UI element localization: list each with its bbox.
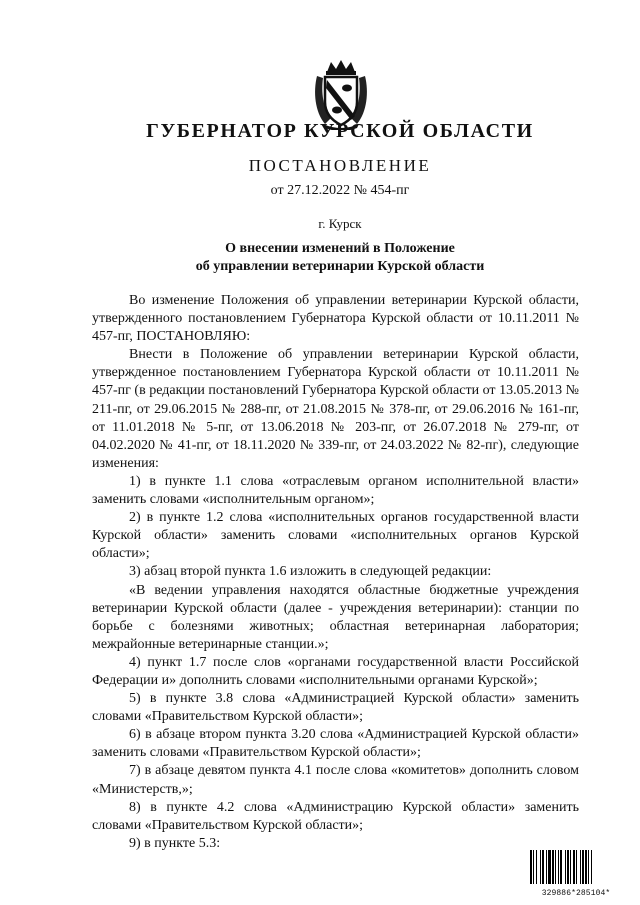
barcode-bar xyxy=(552,850,554,884)
subject-line: об управлении ветеринарии Курской области xyxy=(195,259,485,274)
subject-line: О внесении изменений в Положение xyxy=(225,241,455,256)
barcode-bars xyxy=(530,850,622,884)
body-paragraph: 4) пункт 1.7 после слов «органами государственной власти Российской Федерации и» дополнить словами «исполнительными органами Курской»; xyxy=(92,654,579,688)
body-paragraph: 1) в пункте 1.1 слова «отраслевым органом исполнительной власти» заменить словами «исполнительным органом»; xyxy=(92,473,579,508)
barcode-bar xyxy=(560,850,562,884)
barcode-bar xyxy=(570,850,571,884)
barcode-bar xyxy=(576,850,577,884)
barcode-bar xyxy=(585,850,587,884)
body-paragraph: 5) в пункте 3.8 слова «Администрацией Курской области» заменить словами «Правительством Курской области»; xyxy=(92,691,579,725)
barcode-bar xyxy=(530,850,532,884)
issuer-title: ГУБЕРНАТОР КУРСКОЙ ОБЛАСТИ xyxy=(146,120,534,142)
body-paragraph: 3) абзац второй пункта 1.6 изложить в следующей редакции: xyxy=(129,564,492,580)
body-paragraph: 2) в пункте 1.2 слова «исполнительных органов государственной власти Курской области» заменить словами «исполнительных органов Курской области»; xyxy=(92,510,579,562)
document-type: ПОСТАНОВЛЕНИЕ xyxy=(248,156,432,175)
barcode xyxy=(530,850,622,896)
barcode-number: 329886*285104* xyxy=(541,889,611,898)
barcode-bar xyxy=(542,850,544,884)
body-paragraph: 6) в абзаце втором пункта 3.20 слова «Администрацией Курской области» заменить словами «Правительством Курской области»; xyxy=(92,727,579,761)
document-subject xyxy=(0,240,640,276)
document-body xyxy=(92,292,579,853)
body-paragraph: Внести в Положение об управлении ветеринарии Курской области, утвержденное постановлением Губернатора Курской области от 10.11.2011 № 457-пг (в редакции постановлений Губернатора Курской области от 13.05.2013 № 211-пг, от 29.06.2015 № 288-пг, от 21.08.2015 № 378-пг, от 29.06.2016 № 161-пг, от 11.01.2018 № 5-пг, от 13.06.2018 № 203-пг, от 26.07.2018 № 279-пг, от 04.02.2020 № 41-пг, от 18.11.2020 № 339-пг, от 24.03.2022 № 82-пг), следующие изменения: xyxy=(92,347,579,471)
barcode-bar xyxy=(548,850,551,884)
barcode-bar xyxy=(588,850,589,884)
barcode-bar xyxy=(591,850,592,884)
barcode-bar xyxy=(536,850,537,884)
barcode-bar xyxy=(540,850,541,884)
body-paragraph: 9) в пункте 5.3: xyxy=(129,835,221,851)
barcode-bar xyxy=(580,850,581,884)
barcode-bar xyxy=(558,850,559,884)
barcode-bar xyxy=(567,850,569,884)
body-paragraph: Во изменение Положения об управлении ветеринарии Курской области, утвержденного постановлением Губернатора Курской области от 10.11.2011 № 457-пг, ПОСТАНОВЛЯЮ: xyxy=(92,293,579,345)
barcode-bar xyxy=(533,850,534,884)
barcode-bar xyxy=(582,850,584,884)
barcode-bar xyxy=(555,850,556,884)
barcode-bar xyxy=(573,850,575,884)
body-paragraph: 7) в абзаце девятом пункта 4.1 после слова «комитетов» дополнить словом «Министерств,»; xyxy=(92,763,579,797)
body-paragraph: 8) в пункте 4.2 слова «Администрацию Курской области» заменить словами «Правительством Курской области»; xyxy=(92,799,579,833)
document-date-number: от 27.12.2022 № 454-пг xyxy=(270,183,410,198)
body-paragraph: «В ведении управления находятся областные бюджетные учреждения ветеринарии Курской области (далее - учреждения ветеринарии): станции по борьбе с болезнями животных; областная ветеринарная лаборатория; межрайонные ветеринарные станции.»; xyxy=(92,582,579,652)
document-city: г. Курск xyxy=(318,216,362,231)
barcode-bar xyxy=(565,850,566,884)
barcode-bar xyxy=(546,850,547,884)
